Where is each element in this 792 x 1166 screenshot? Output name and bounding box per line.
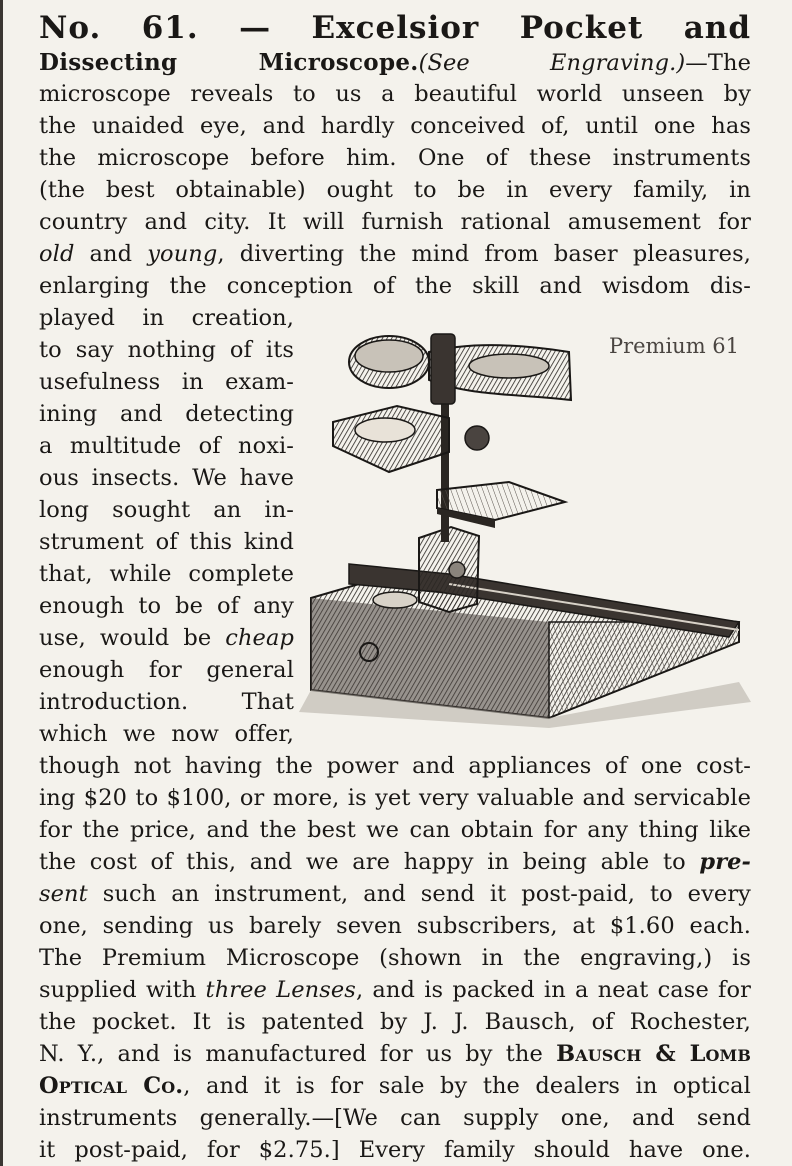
text-line: The Premium Microscope (shown in the engraving,) is [39, 945, 751, 971]
text-line: one, sending us barely seven subscribers, at $1.60 each. [39, 913, 751, 939]
text-line [39, 974, 751, 1006]
text-line: though not having the power and appliances of one cost- [39, 753, 751, 779]
text-line: long sought an in- [39, 497, 294, 523]
text-line: introduction. That [39, 689, 294, 715]
text-line [39, 1070, 751, 1102]
text-line: country and city. It will furnish rational amusement for [39, 209, 751, 235]
text-line [39, 846, 751, 878]
text-line: usefulness in exam- [39, 369, 294, 395]
text-line [39, 238, 751, 270]
text-fragment: supplied with [39, 977, 206, 1003]
text-line: that, while complete [39, 561, 294, 587]
text-fragment: the cost of this, and we are happy in being able to [39, 849, 700, 875]
subtitle-line [39, 48, 751, 78]
text-fragment: N. Y., and is manufactured for us by the [39, 1041, 557, 1067]
microscope-illustration [299, 322, 751, 728]
text-line: enlarging the conception of the skill and wisdom dis- [39, 273, 751, 299]
text-line: ing $20 to $100, or more, is yet very valuable and servicable [39, 785, 751, 811]
text-line [39, 622, 294, 654]
word-cheap: cheap [225, 625, 294, 651]
text-line: (the best obtainable) ought to be in every family, in [39, 177, 751, 203]
text-line: ining and detecting [39, 401, 294, 427]
subtitle-bold: Dissecting Microscope. [39, 49, 419, 76]
text-line: it post-paid, for $2.75.] Every family should have one. [39, 1137, 751, 1163]
company-name: Bausch & Lomb [556, 1041, 751, 1067]
word-and: and [74, 241, 148, 267]
word-old: old [39, 241, 75, 267]
text-line: ous insects. We have [39, 465, 294, 491]
article-title: No. 61. — Excelsior Pocket and [39, 10, 751, 46]
word-pre: pre- [699, 849, 751, 875]
text-fragment: use, would be [39, 625, 226, 651]
text-line: microscope reveals to us a beautiful world unseen by [39, 81, 751, 107]
subtitle-rest: —The [685, 50, 751, 76]
figure-caption: Premium 61 [608, 334, 739, 358]
text-line: which we now offer, [39, 721, 294, 747]
company-name-cont: Optical Co. [39, 1073, 184, 1099]
see-engraving: (See Engraving.) [418, 50, 686, 76]
text-line: the pocket. It is patented by J. J. Bausch, of Rochester, [39, 1009, 751, 1035]
text-line [39, 878, 751, 910]
text-fragment: , and is packed in a neat case for [355, 977, 751, 1003]
text-fragment: , diverting the mind from baser pleasures, [217, 241, 751, 267]
text-fragment: , and it is for sale by the dealers in optical [183, 1073, 751, 1099]
text-line: the unaided eye, and hardly conceived of, until one has [39, 113, 751, 139]
text-line: enough for general [39, 657, 294, 683]
text-line: enough to be of any [39, 593, 294, 619]
text-fragment: such an instrument, and send it post-paid, to every [87, 881, 751, 907]
text-line [39, 1038, 751, 1070]
text-line: a multitude of noxi- [39, 433, 294, 459]
text-line: the microscope before him. One of these instruments [39, 145, 751, 171]
word-sent: sent [39, 881, 88, 907]
text-line: to say nothing of its [39, 337, 294, 363]
word-young: young [147, 241, 218, 267]
word-three-lenses: three Lenses [205, 977, 356, 1003]
text-line: played in creation, [39, 305, 294, 331]
text-line: instruments generally.—[We can supply one, and send [39, 1105, 751, 1131]
microscope-engraving [299, 322, 751, 728]
text-line: strument of this kind [39, 529, 294, 555]
narrow-column [39, 302, 294, 750]
text-line: for the price, and the best we can obtain for any thing like [39, 817, 751, 843]
